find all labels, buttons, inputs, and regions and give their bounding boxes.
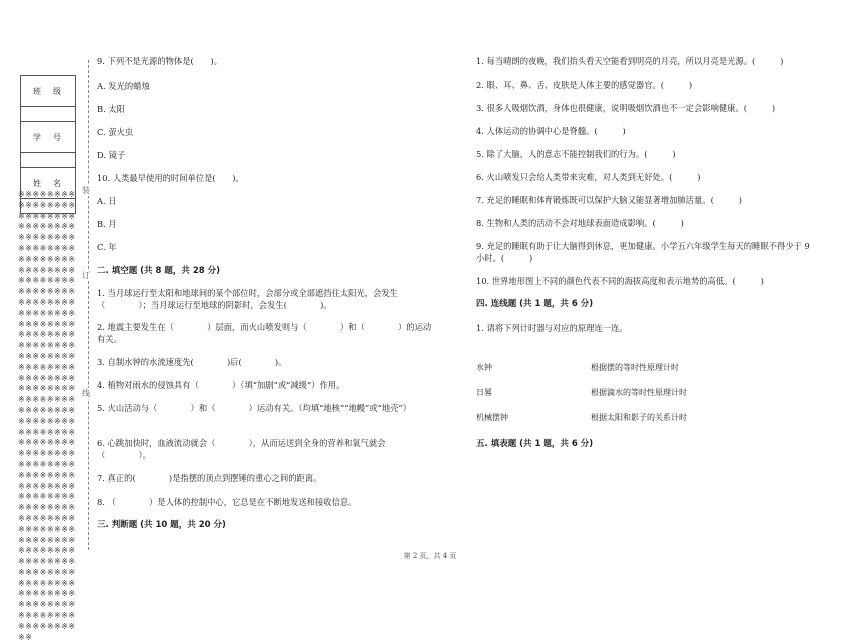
section-true-false: 三. 判断题 (共 10 题，共 20 分) (97, 520, 226, 530)
judge-question-7: 7. 充足的睡眠和体育锻炼既可以保护大脑又能显著增加肺活量。( ) (476, 195, 742, 205)
fill-question-7: 7. 真正的( )是指摆的顶点到摆锤的重心之间的距离。 (97, 473, 322, 483)
q9-option-a[interactable]: A. 发光的蜡烛 (97, 81, 150, 91)
q9-option-b[interactable]: B. 太阳 (97, 104, 125, 114)
judge-question-2: 2. 眼、耳、鼻、舌、皮肤是人体主要的感觉器官。( ) (476, 80, 693, 90)
section-matching: 四. 连线题 (共 1 题，共 6 分) (476, 299, 594, 309)
page-footer: 第 2 页，共 4 页 (403, 552, 457, 560)
judge-question-5: 5. 除了大脑，人的意志不能控制我们的行为。( ) (476, 149, 676, 159)
class-label: 班 级 (21, 76, 76, 107)
student-number-field[interactable] (21, 153, 76, 168)
fill-question-8: 8. （ ）是人体的控制中心，它总是在不断地发送和接收信息。 (97, 497, 357, 507)
fill-question-1: 1. 当月球运行至太阳和地球间的某个部位时，会部分或全部遮挡住太阳光，会发生（ ）；当月球运行至地球的阴影时，会发生( )。 (97, 288, 398, 310)
student-number-label: 学 号 (21, 122, 76, 153)
right-column (476, 0, 821, 595)
judge-question-9: 9. 充足的睡眠有助于让大脑得到休息，更加健康。小学五六年级学生每天的睡眠不得少于 9 小时。( ) (476, 241, 810, 263)
fill-question-6: 6. 心跳加快时，血液流动就会（ ），从而运送到全身的营养和氧气就会（ ）。 (97, 438, 386, 460)
judge-question-3: 3. 很多人吸烟饮酒，身体也很健康，说明吸烟饮酒也不一定会影响健康。( ) (476, 103, 776, 113)
match-right-sun-shadow-principle[interactable]: 根据太阳和影子的关系计时 (591, 413, 687, 422)
q10-option-c[interactable]: C. 年 (97, 242, 117, 252)
matching-question-1: 1. 请将下列计时器与对应的原理连一连。 (476, 323, 628, 333)
binding-pattern: ※※※※※※※※※※※※※※※※※※※※※※※※※※※※※※※※※※※※※※※※※※※※※※※※※※※※※※※※※※※※※※※※※※※※※※※※※※※※※※※※※※※※※※※※※※※※※※※※※※※※※※※※※※※※※※※※※※※※※※※※※※※※※※※※※※※※※※※※※※※※※※※※※※※※※※※※※※※※※※※※※※※※※※※※※※※※※※※※※※※※※※※※※※※※※※※※※※※※※※※※※※※※※※※※※※※※※※※※※※※※※※※※※※※※※※※※※※※※※※※※※※※※※※※※※※※※※※※※※※※※※※※※※※※※※※※※※※※※※※※※※※※※※※※※※※※※※※※※※※※※※※※※※※※※※※※※※※※※※※※※※※※※※※※※※※ (18, 190, 76, 642)
match-right-water-drip-principle[interactable]: 根据滴水的等时性原理计时 (591, 388, 687, 397)
judge-question-4: 4. 人体运动的协调中心是脊髓。( ) (476, 126, 626, 136)
judge-question-8: 8. 生物和人类的活动不会对地球表面造成影响。( ) (476, 218, 684, 228)
fill-question-4: 4. 植物对雨水的侵蚀具有（ ）（填“加剧”或“减缓”）作用。 (97, 380, 345, 390)
class-field[interactable] (21, 107, 76, 122)
binding-line (88, 60, 89, 550)
q9-option-c[interactable]: C. 萤火虫 (97, 127, 134, 137)
left-column (97, 0, 442, 595)
section-fill-blank: 二. 填空题 (共 8 题，共 28 分) (97, 266, 220, 276)
fill-question-2: 2. 地震主要发生在（ ）层面，而火山喷发则与（ ）和（ ）的运动有关。 (97, 322, 432, 344)
fill-question-5: 5. 火山活动与（ ）和（ ）运动有关。（均填“地核”“地幔”或“地壳”） (97, 403, 411, 413)
q9-option-d[interactable]: D. 镜子 (97, 150, 126, 160)
binding-char-xian: 线 (82, 389, 90, 398)
name-label: 姓 名 (21, 168, 76, 199)
q10-option-a[interactable]: A. 日 (97, 196, 117, 206)
binding-char-zhuang: 装 (82, 186, 90, 195)
match-left-sundial[interactable]: 日晷 (476, 388, 492, 397)
match-left-pendulum-clock[interactable]: 机械摆钟 (476, 413, 508, 422)
q10-option-b[interactable]: B. 月 (97, 219, 117, 229)
match-left-water-clock[interactable]: 水钟 (476, 363, 492, 372)
judge-question-10: 10. 世界地形图上不同的颜色代表不同的海拔高度和表示地势的高低。( ) (476, 276, 764, 286)
question-10: 10. 人类最早使用的时间单位是( )。 (97, 173, 244, 183)
question-9: 9. 下列不是光源的物体是( )。 (97, 56, 222, 66)
fill-question-3: 3. 自制水钟的水流速度先( )后( )。 (97, 357, 287, 367)
match-right-pendulum-principle[interactable]: 根据摆的等时性原理计时 (591, 363, 679, 372)
section-fill-table: 五. 填表题 (共 1 题，共 6 分) (476, 439, 594, 449)
binding-char-ding: 订 (82, 271, 90, 280)
judge-question-1: 1. 每当晴朗的夜晚，我们抬头看天空能看到明亮的月亮，所以月亮是光源。( ) (476, 56, 784, 66)
judge-question-6: 6. 火山喷发只会给人类带来灾难，对人类到无好处。( ) (476, 172, 701, 182)
